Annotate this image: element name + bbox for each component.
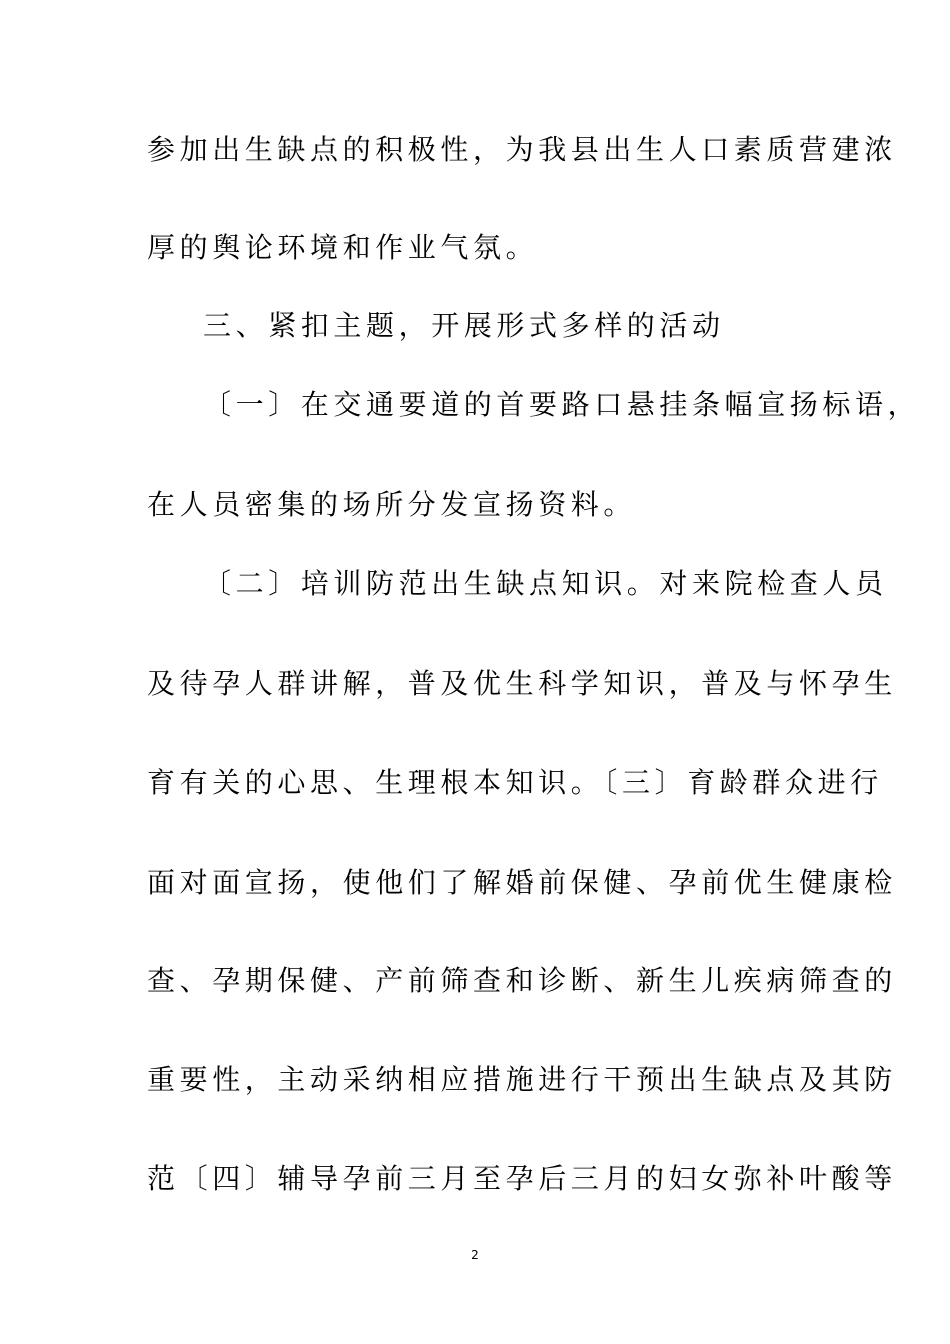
text-line-9: 面对面宣扬，使他们了解婚前保健、孕前优生健康检 xyxy=(147,866,897,899)
text-line-11: 重要性，主动采纳相应措施进行干预出生缺点及其防 xyxy=(147,1063,897,1096)
text-line-2: 厚的舆论环境和作业气氛。 xyxy=(147,231,539,264)
page-number: 2 xyxy=(471,1248,479,1262)
section-heading: 三、紧扣主题，开展形式多样的活动 xyxy=(203,309,725,342)
text-line-1: 参加出生缺点的积极性，为我县出生人口素质营建浓 xyxy=(147,133,897,166)
text-line-8: 育有关的心思、生理根本知识。〔三〕育龄群众进行 xyxy=(147,766,883,799)
text-line-12: 范〔四〕辅导孕前三月至孕后三月的妇女弥补叶酸等 xyxy=(147,1162,897,1195)
text-line-4: 〔一〕在交通要道的首要路口悬挂条幅宣扬标语， xyxy=(203,388,921,421)
text-line-10: 查、孕期保健、产前筛查和诊断、新生儿疾病筛查的 xyxy=(147,964,897,997)
text-line-7: 及待孕人群讲解，普及优生科学知识，普及与怀孕生 xyxy=(147,667,897,700)
text-line-5: 在人员密集的场所分发宣扬资料。 xyxy=(147,488,637,521)
text-line-6: 〔二〕培训防范出生缺点知识。对来院检查人员 xyxy=(203,567,888,600)
